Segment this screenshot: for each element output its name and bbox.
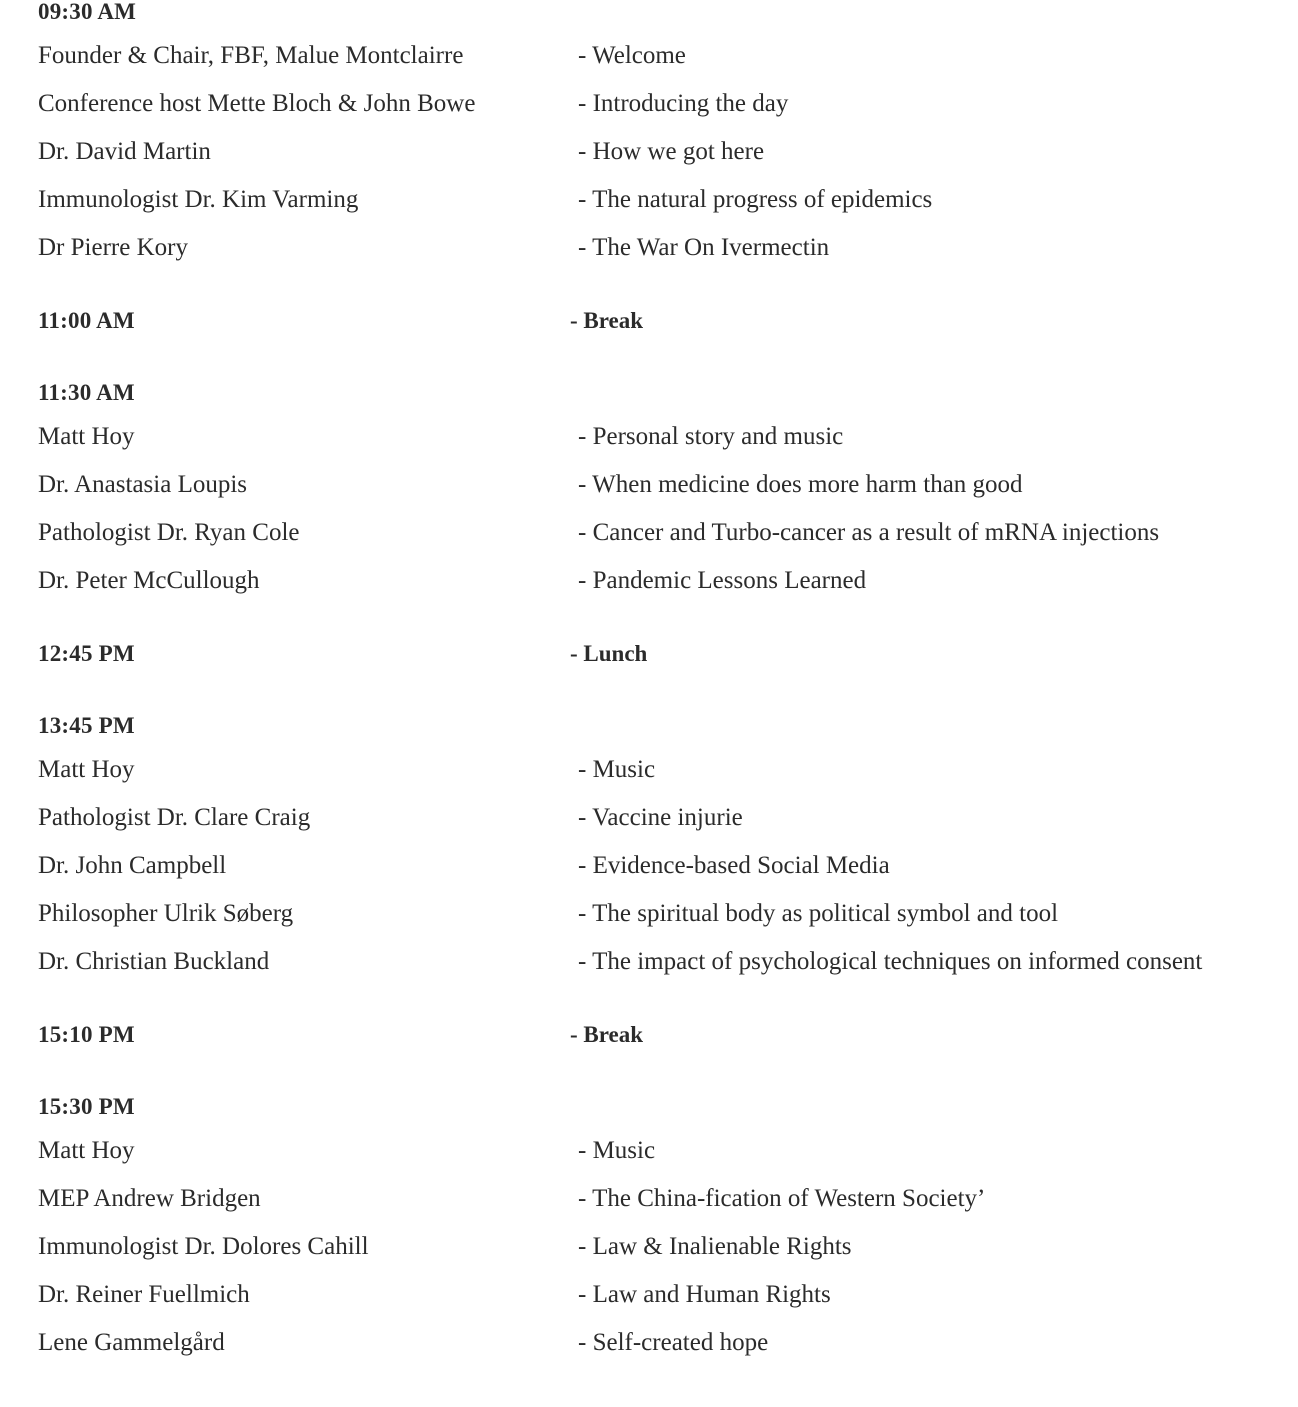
agenda-entry-speaker: Philosopher Ulrik Søberg xyxy=(38,900,294,927)
agenda-time-topic: - Lunch xyxy=(570,641,648,666)
agenda-entry-topic: - Vaccine injurie xyxy=(578,804,743,831)
agenda-entry xyxy=(0,139,1298,164)
agenda-entry-speaker: Dr. John Campbell xyxy=(38,852,227,879)
agenda-entry-topic: - The spiritual body as political symbol and tool xyxy=(578,900,1059,927)
agenda-time-row xyxy=(0,1023,1298,1046)
agenda-time-label: 12:45 PM xyxy=(38,641,135,666)
agenda-time-row xyxy=(0,0,1298,23)
agenda-entry-speaker: Conference host Mette Bloch & John Bowe xyxy=(38,90,476,117)
agenda-time-row xyxy=(0,1095,1298,1118)
agenda-entry-speaker: Founder & Chair, FBF, Malue Montclairre xyxy=(38,42,464,69)
agenda-block xyxy=(0,1023,1298,1046)
agenda-entry-speaker: Pathologist Dr. Clare Craig xyxy=(38,804,311,831)
agenda-time-label: 09:30 AM xyxy=(38,0,137,24)
agenda-block xyxy=(0,309,1298,332)
agenda-entry-topic: - The impact of psychological techniques on informed consent xyxy=(578,948,1203,975)
agenda-entry-speaker: Pathologist Dr. Ryan Cole xyxy=(38,519,300,546)
agenda-entry-topic: - When medicine does more harm than good xyxy=(578,471,1023,498)
agenda-entry xyxy=(0,235,1298,260)
agenda-entry xyxy=(0,424,1298,449)
agenda-time-topic: - Break xyxy=(570,1022,644,1047)
agenda-entry xyxy=(0,805,1298,830)
agenda-entry xyxy=(0,1186,1298,1211)
agenda-entry-speaker: Dr. Reiner Fuellmich xyxy=(38,1281,250,1308)
agenda-entry-topic: - The natural progress of epidemics xyxy=(578,186,933,213)
agenda-entry-speaker: Dr. Peter McCullough xyxy=(38,567,260,594)
agenda-entry-speaker: Matt Hoy xyxy=(38,423,135,450)
agenda-time-label: 15:10 PM xyxy=(38,1022,135,1047)
agenda-entry-speaker: Matt Hoy xyxy=(38,1137,135,1164)
agenda-entry-topic: - Evidence-based Social Media xyxy=(578,852,890,879)
agenda-block xyxy=(0,714,1298,974)
agenda-entry-speaker: Dr. David Martin xyxy=(38,138,211,165)
agenda-entry-speaker: Matt Hoy xyxy=(38,756,135,783)
agenda-entry-speaker: Lene Gammelgård xyxy=(38,1329,225,1356)
agenda-entry xyxy=(0,1138,1298,1163)
agenda-entry-topic: - Personal story and music xyxy=(578,423,844,450)
agenda-entry xyxy=(0,520,1298,545)
agenda-entry xyxy=(0,1330,1298,1355)
agenda-entry-topic: - Music xyxy=(578,756,656,783)
agenda-entry-topic: - Welcome xyxy=(578,42,686,69)
agenda-entry-topic: - The China-fication of Western Society’ xyxy=(578,1185,986,1212)
agenda-entry-speaker: Dr. Christian Buckland xyxy=(38,948,270,975)
agenda-entry xyxy=(0,949,1298,974)
agenda-block xyxy=(0,0,1298,260)
agenda-entry-speaker: Dr. Anastasia Loupis xyxy=(38,471,248,498)
agenda-block xyxy=(0,642,1298,665)
agenda-time-topic: - Break xyxy=(570,308,644,333)
agenda-time-row xyxy=(0,381,1298,404)
agenda-time-row xyxy=(0,714,1298,737)
agenda-entry-speaker: Immunologist Dr. Kim Varming xyxy=(38,186,359,213)
agenda-time-row xyxy=(0,642,1298,665)
agenda-entry xyxy=(0,568,1298,593)
agenda-entry xyxy=(0,187,1298,212)
agenda-entry-topic: - Law & Inalienable Rights xyxy=(578,1233,852,1260)
agenda-entry xyxy=(0,853,1298,878)
agenda-time-label: 11:30 AM xyxy=(38,380,135,405)
agenda-entry-speaker: MEP Andrew Bridgen xyxy=(38,1185,261,1212)
agenda-entry-speaker: Dr Pierre Kory xyxy=(38,234,188,261)
agenda-time-label: 11:00 AM xyxy=(38,308,135,333)
agenda-entry-topic: - How we got here xyxy=(578,138,765,165)
agenda-entry xyxy=(0,91,1298,116)
agenda-entry-topic: - Cancer and Turbo-cancer as a result of mRNA injections xyxy=(578,519,1160,546)
agenda-entry-topic: - The War On Ivermectin xyxy=(578,234,830,261)
agenda-time-label: 13:45 PM xyxy=(38,713,135,738)
agenda-entry-topic: - Self-created hope xyxy=(578,1329,769,1356)
agenda-time-row xyxy=(0,309,1298,332)
agenda-entry xyxy=(0,757,1298,782)
agenda-entry xyxy=(0,1234,1298,1259)
agenda-entry-topic: - Pandemic Lessons Learned xyxy=(578,567,867,594)
agenda-entry xyxy=(0,1282,1298,1307)
agenda-entry-topic: - Law and Human Rights xyxy=(578,1281,831,1308)
agenda-time-label: 15:30 PM xyxy=(38,1094,135,1119)
agenda-block xyxy=(0,1095,1298,1355)
agenda-entry xyxy=(0,901,1298,926)
agenda-entry-topic: - Music xyxy=(578,1137,656,1164)
agenda-entry xyxy=(0,43,1298,68)
agenda-entry-topic: - Introducing the day xyxy=(578,90,789,117)
agenda-entry-speaker: Immunologist Dr. Dolores Cahill xyxy=(38,1233,369,1260)
agenda-entry xyxy=(0,472,1298,497)
agenda-block xyxy=(0,381,1298,593)
